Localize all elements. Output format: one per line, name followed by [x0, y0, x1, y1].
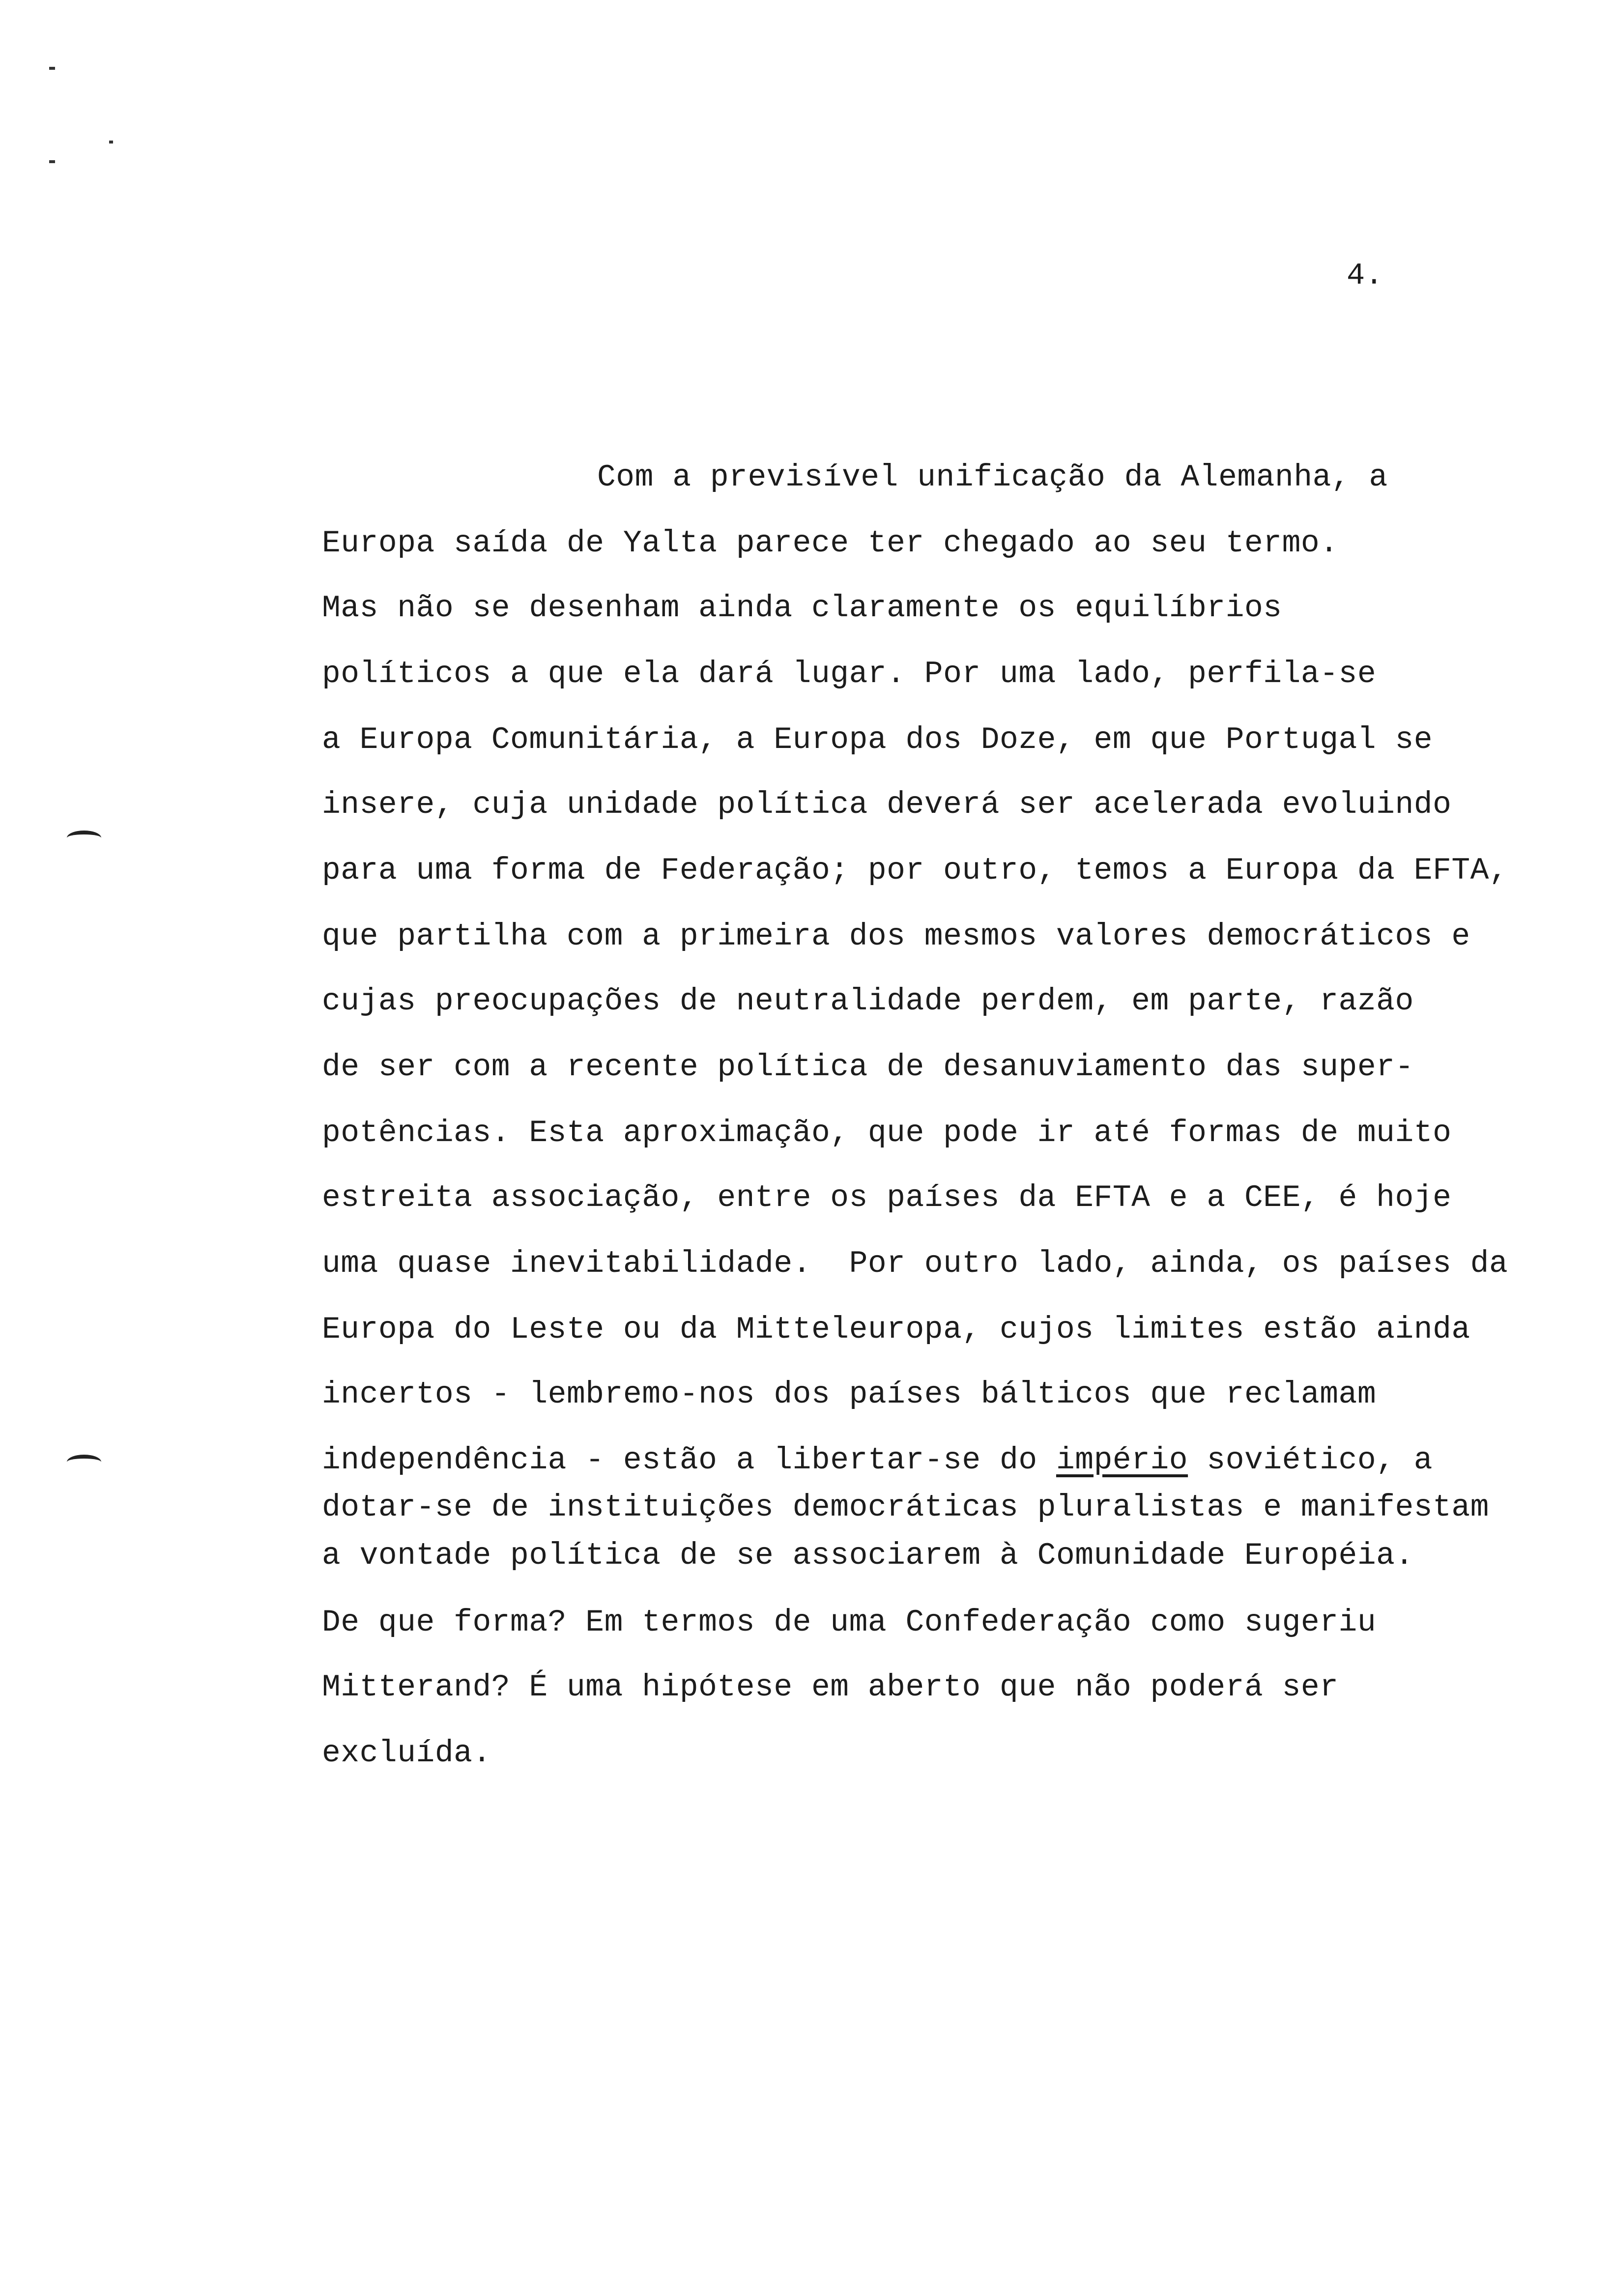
- text-line: uma quase inevitabilidade. Por outro lado, ainda, os países da: [322, 1246, 1508, 1281]
- text-line: de ser com a recente política de desanuviamento das super-: [322, 1050, 1414, 1085]
- underlined-word: império: [1056, 1443, 1188, 1478]
- text-line: insere, cuja unidade política deverá ser acelerada evoluindo: [322, 787, 1452, 822]
- text-line: que partilha com a primeira dos mesmos valores democráticos e: [322, 919, 1470, 954]
- scan-mark: [109, 141, 113, 144]
- text-line: Com a previsível unificação da Alemanha, a: [597, 460, 1388, 495]
- scan-mark: [49, 160, 55, 163]
- text-line: Mitterand? É uma hipótese em aberto que não poderá ser: [322, 1670, 1339, 1705]
- text-line: incertos - lembremo-nos dos países bálticos que reclamam: [322, 1377, 1377, 1412]
- text-line: estreita associação, entre os países da EFTA e a CEE, é hoje: [322, 1180, 1452, 1215]
- text-line: a vontade política de se associarem à Comunidade Européia.: [322, 1538, 1414, 1573]
- text-line: excluída.: [322, 1736, 491, 1771]
- punch-hole-mark: [67, 1455, 101, 1469]
- text-line: De que forma? Em termos de uma Confederação como sugeriu: [322, 1605, 1377, 1640]
- text-line: potências. Esta aproximação, que pode ir até formas de muito: [322, 1116, 1452, 1150]
- punch-hole-mark: [67, 831, 101, 845]
- text-line: dotar-se de instituições democráticas pluralistas e manifestam: [322, 1490, 1489, 1525]
- scan-mark: [49, 67, 55, 70]
- text-line: [322, 1445, 1433, 1476]
- text-line: para uma forma de Federação; por outro, temos a Europa da EFTA,: [322, 853, 1508, 888]
- text-line: políticos a que ela dará lugar. Por uma lado, perfila-se: [322, 657, 1377, 691]
- page-number: 4.: [1347, 258, 1383, 293]
- text-line: Europa saída de Yalta parece ter chegado ao seu termo.: [322, 526, 1339, 561]
- text-segment: independência - estão a libertar-se do: [322, 1443, 1037, 1478]
- text-line: a Europa Comunitária, a Europa dos Doze, em que Portugal se: [322, 722, 1433, 757]
- text-line: Mas não se desenham ainda claramente os equilíbrios: [322, 591, 1282, 626]
- text-line: cujas preocupações de neutralidade perdem, em parte, razão: [322, 984, 1414, 1019]
- text-segment: soviético, a: [1188, 1443, 1433, 1478]
- text-line: Europa do Leste ou da Mitteleuropa, cujos limites estão ainda: [322, 1312, 1470, 1347]
